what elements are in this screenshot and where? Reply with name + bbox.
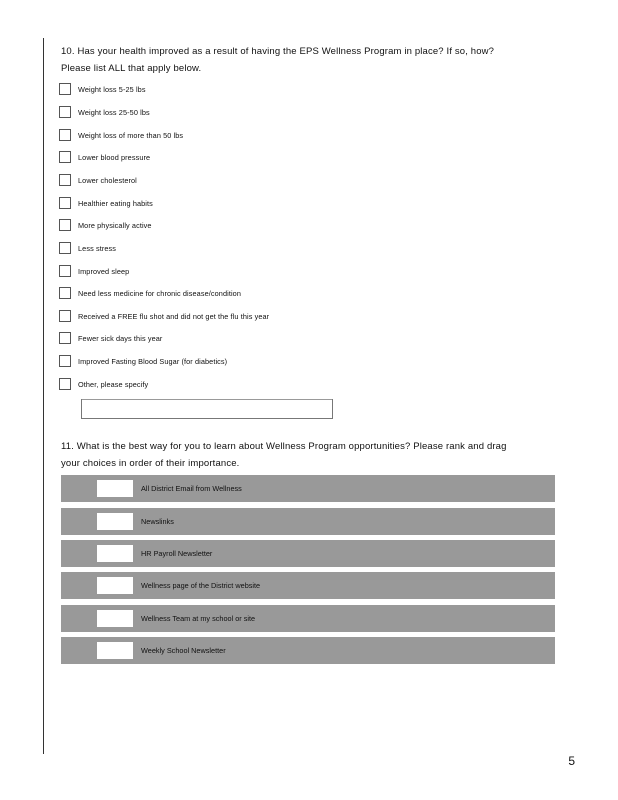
checkbox[interactable]: [59, 287, 71, 299]
option-label: Weight loss of more than 50 lbs: [78, 130, 184, 140]
rank-item-label: HR Payroll Newsletter: [141, 549, 213, 558]
rank-item-label: Newslinks: [141, 517, 174, 526]
option-label: Other, please specify: [78, 379, 149, 389]
checkbox[interactable]: [59, 197, 71, 209]
option-free-flu-shot[interactable]: [59, 308, 269, 324]
option-label: Less stress: [78, 243, 117, 253]
option-label: Weight loss 5-25 lbs: [78, 84, 146, 94]
question-11-text: [61, 438, 541, 472]
rank-item-hr-newsletter[interactable]: [61, 540, 555, 567]
other-specify-field[interactable]: [81, 399, 333, 419]
rank-item-district-email[interactable]: [61, 475, 555, 502]
option-weight-loss-5-25[interactable]: [59, 81, 146, 97]
question-10-text: [61, 43, 541, 77]
option-label: Need less medicine for chronic disease/condition: [78, 288, 241, 298]
rank-item-label: Wellness page of the District website: [141, 581, 261, 590]
question-11-line-2: your choices in order of their importance.: [61, 458, 240, 469]
rank-slot[interactable]: [97, 513, 133, 530]
checkbox[interactable]: [59, 332, 71, 344]
option-fewer-sick-days[interactable]: [59, 330, 162, 346]
question-11-line-1: 11. What is the best way for you to learn about Wellness Program opportunities? Please rank and drag: [61, 441, 507, 452]
option-label: Lower cholesterol: [78, 175, 137, 185]
option-lower-blood-pressure[interactable]: [59, 149, 150, 165]
option-improved-sleep[interactable]: [59, 263, 129, 279]
checkbox[interactable]: [59, 83, 71, 95]
rank-slot[interactable]: [97, 480, 133, 497]
checkbox[interactable]: [59, 106, 71, 118]
checkbox[interactable]: [59, 355, 71, 367]
question-10-line-2: Please list ALL that apply below.: [61, 63, 202, 74]
option-weight-loss-25-50[interactable]: [59, 104, 150, 120]
option-lower-cholesterol[interactable]: [59, 172, 137, 188]
question-10-line-1: 10. Has your health improved as a result of having the EPS Wellness Program in place? If so, how?: [61, 46, 495, 57]
checkbox[interactable]: [59, 129, 71, 141]
option-less-medicine[interactable]: [59, 285, 241, 301]
option-label: Received a FREE flu shot and did not get the flu this year: [78, 311, 270, 321]
checkbox[interactable]: [59, 310, 71, 322]
option-label: Improved Fasting Blood Sugar (for diabetics): [78, 356, 228, 366]
rank-item-label: Weekly School Newsletter: [141, 646, 226, 655]
margin-rule: [43, 38, 44, 754]
rank-item-wellness-team[interactable]: [61, 605, 555, 632]
option-label: Lower blood pressure: [78, 152, 151, 162]
option-other[interactable]: [59, 376, 148, 392]
checkbox[interactable]: [59, 242, 71, 254]
checkbox[interactable]: [59, 151, 71, 163]
option-healthier-eating[interactable]: [59, 195, 153, 211]
rank-item-school-newsletter[interactable]: [61, 637, 555, 664]
option-more-active[interactable]: [59, 217, 152, 233]
rank-slot[interactable]: [97, 545, 133, 562]
option-label: Improved sleep: [78, 266, 130, 276]
rank-slot[interactable]: [97, 577, 133, 594]
page-number: 5: [568, 754, 575, 768]
option-label: Healthier eating habits: [78, 198, 153, 208]
checkbox[interactable]: [59, 265, 71, 277]
rank-slot[interactable]: [97, 642, 133, 659]
rank-item-wellness-webpage[interactable]: [61, 572, 555, 599]
rank-slot[interactable]: [97, 610, 133, 627]
rank-item-newslinks[interactable]: [61, 508, 555, 535]
option-improved-blood-sugar[interactable]: [59, 353, 227, 369]
checkbox[interactable]: [59, 378, 71, 390]
checkbox[interactable]: [59, 219, 71, 231]
option-less-stress[interactable]: [59, 240, 116, 256]
checkbox[interactable]: [59, 174, 71, 186]
option-weight-loss-50-plus[interactable]: [59, 127, 183, 143]
option-label: Weight loss 25-50 lbs: [78, 107, 150, 117]
option-label: More physically active: [78, 220, 152, 230]
rank-item-label: All District Email from Wellness: [141, 484, 242, 493]
rank-item-label: Wellness Team at my school or site: [141, 614, 256, 623]
option-label: Fewer sick days this year: [78, 333, 163, 343]
